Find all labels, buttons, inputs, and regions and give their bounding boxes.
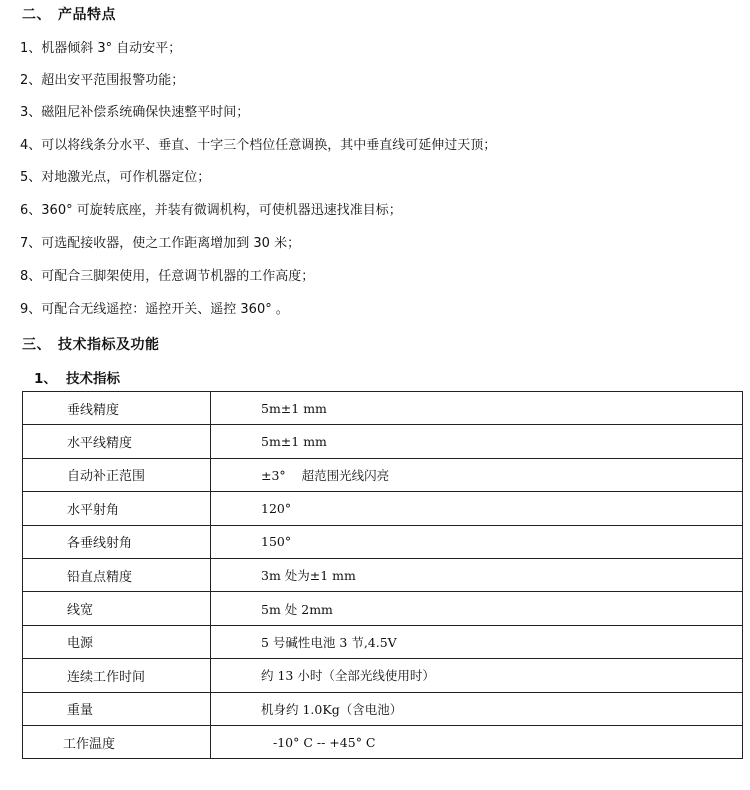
spec-name: 电源 — [23, 625, 211, 658]
feature-item: 8、可配合三脚架使用，任意调节机器的工作高度； — [20, 269, 315, 284]
spec-value: 120° — [211, 492, 743, 525]
spec-value: 150° — [211, 525, 743, 558]
spec-value: 5m±1 mm — [211, 425, 743, 458]
table-row — [23, 392, 743, 425]
spec-name: 各垂线射角 — [23, 525, 211, 558]
table-row — [23, 492, 743, 525]
subsection-title: 技术指标 — [66, 371, 120, 387]
feature-item: 9、可配合无线遥控：遥控开关、遥控 360° 。 — [20, 302, 289, 317]
spec-value: 5 号碱性电池 3 节,4.5V — [211, 625, 743, 658]
table-row — [23, 592, 743, 625]
table-row — [23, 525, 743, 558]
section-title: 产品特点 — [58, 7, 116, 23]
table-row — [23, 425, 743, 458]
feature-item: 4、可以将线条分水平、垂直、十字三个档位任意调换，其中垂直线可延伸过天顶； — [20, 138, 497, 153]
spec-value: 约 13 小时（全部光线使用时） — [211, 659, 743, 692]
spec-value: -10° C -- +45° C — [211, 725, 743, 758]
spec-name: 铅直点精度 — [23, 558, 211, 591]
spec-name: 重量 — [23, 692, 211, 725]
spec-value: ±3° 超范围光线闪亮 — [211, 458, 743, 491]
section-heading-features — [22, 4, 116, 24]
table-row — [23, 625, 743, 658]
feature-item: 5、对地激光点，可作机器定位； — [20, 170, 211, 185]
subsection-number: 1、 — [34, 371, 57, 387]
section-heading-specs — [22, 334, 160, 354]
section-number: 二、 — [22, 7, 51, 23]
feature-item: 3、磁阻尼补偿系统确保快速整平时间； — [20, 105, 250, 120]
table-row — [23, 659, 743, 692]
spec-name: 水平线精度 — [23, 425, 211, 458]
spec-name: 工作温度 — [23, 725, 211, 758]
spec-name: 水平射角 — [23, 492, 211, 525]
feature-item: 7、可选配接收器，使之工作距离增加到 30 米； — [20, 236, 301, 251]
feature-item: 6、360° 可旋转底座，并装有微调机构，可使机器迅速找准目标； — [20, 203, 402, 218]
section-title: 技术指标及功能 — [58, 337, 160, 353]
table-row — [23, 725, 743, 758]
spec-name: 垂线精度 — [23, 392, 211, 425]
spec-value: 5m±1 mm — [211, 392, 743, 425]
spec-name: 自动补正范围 — [23, 458, 211, 491]
table-row — [23, 458, 743, 491]
section-number: 三、 — [22, 337, 51, 353]
table-row — [23, 692, 743, 725]
feature-item: 2、超出安平范围报警功能； — [20, 73, 185, 88]
spec-value: 5m 处 2mm — [211, 592, 743, 625]
spec-value: 3m 处为±1 mm — [211, 558, 743, 591]
spec-name: 线宽 — [23, 592, 211, 625]
subsection-heading-specs — [34, 367, 120, 387]
feature-item: 1、机器倾斜 3° 自动安平； — [20, 41, 182, 56]
table-row — [23, 558, 743, 591]
spec-value: 机身约 1.0Kg（含电池） — [211, 692, 743, 725]
spec-name: 连续工作时间 — [23, 659, 211, 692]
spec-table — [22, 391, 743, 759]
